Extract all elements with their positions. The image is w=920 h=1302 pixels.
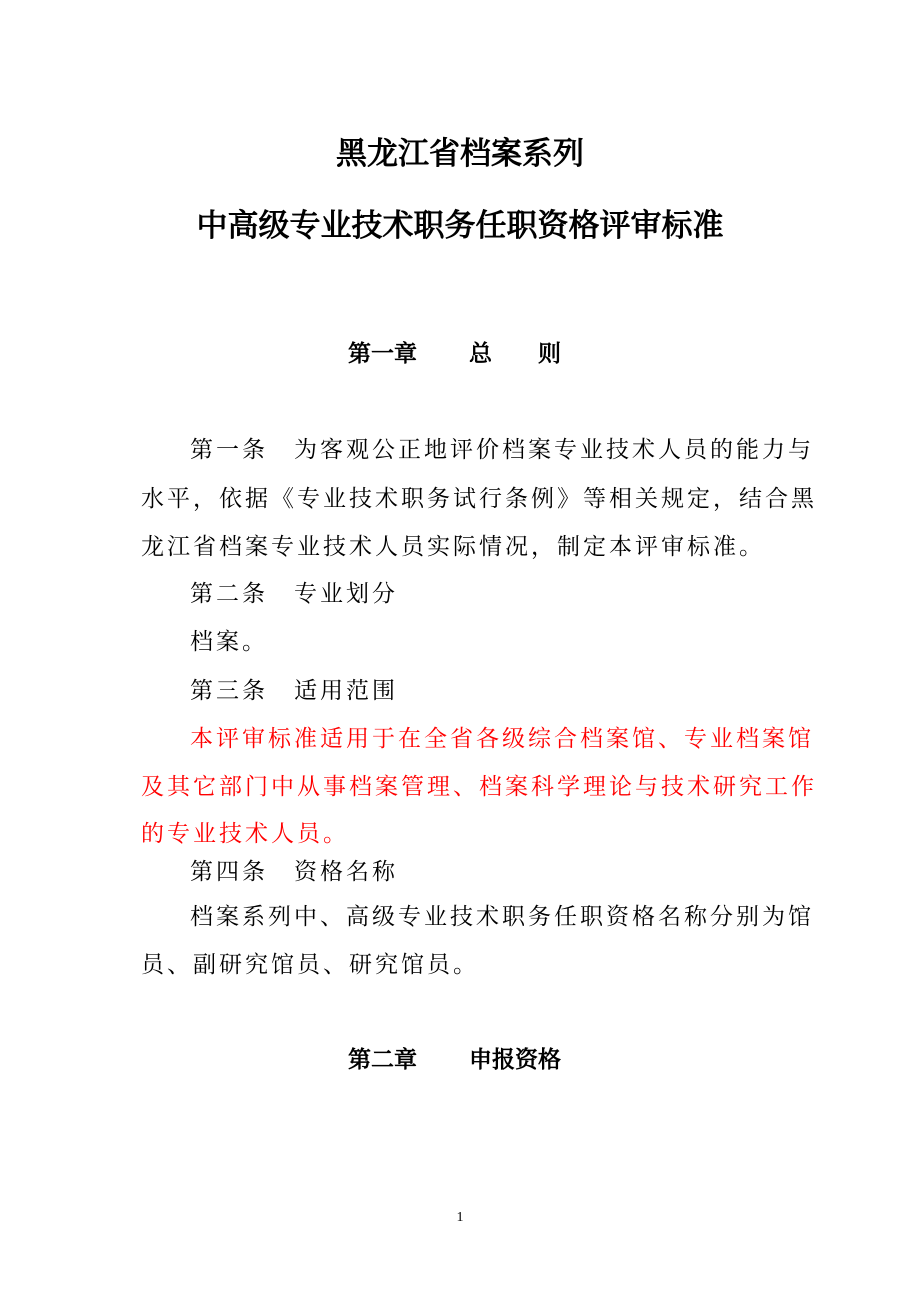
- article-3-title: 适用范围: [294, 678, 398, 704]
- article-1-line-3: 龙江省档案专业技术人员实际情况，制定本评审标准。: [141, 534, 765, 560]
- article-4-text-line-1: 档案系列中、高级专业技术职务任职资格名称分别为馆: [190, 904, 814, 930]
- article-1-line-1: [190, 434, 814, 466]
- article-3-heading: [190, 675, 398, 707]
- chapter-1-label: 第一章: [348, 341, 417, 367]
- article-1-label: 第一条: [190, 437, 268, 463]
- chapter-2-label: 第二章: [348, 1047, 417, 1073]
- document-title-line-2: 中高级专业技术职务任职资格评审标准: [196, 208, 724, 244]
- article-2-heading: [190, 578, 398, 610]
- chapter-1-title: 总 则: [469, 341, 561, 367]
- article-3-text-line-1: 本评审标准适用于在全省各级综合档案馆、专业档案馆: [190, 726, 814, 752]
- article-2-text: 档案。: [190, 629, 268, 655]
- page-number: 1: [456, 1210, 464, 1225]
- article-1-text-line-1: 为客观公正地评价档案专业技术人员的能力与: [294, 437, 814, 463]
- article-4-label: 第四条: [190, 859, 268, 885]
- article-2-label: 第二条: [190, 581, 268, 607]
- document-title-line-1: 黑龙江省档案系列: [336, 136, 584, 172]
- article-3-text-line-2: 及其它部门中从事档案管理、档案科学理论与技术研究工作: [141, 774, 817, 800]
- article-4-heading: [190, 856, 398, 888]
- chapter-1-heading: [348, 338, 561, 370]
- article-1-line-2: 水平，依据《专业技术职务试行条例》等相关规定，结合黑: [141, 486, 817, 512]
- article-3-label: 第三条: [190, 678, 268, 704]
- article-4-title: 资格名称: [294, 859, 398, 885]
- article-4-text-line-2: 员、副研究馆员、研究馆员。: [141, 952, 479, 978]
- article-2-title: 专业划分: [294, 581, 398, 607]
- chapter-2-heading: [348, 1044, 561, 1076]
- article-3-text-line-3: 的专业技术人员。: [141, 821, 349, 847]
- chapter-2-title: 申报资格: [469, 1047, 561, 1073]
